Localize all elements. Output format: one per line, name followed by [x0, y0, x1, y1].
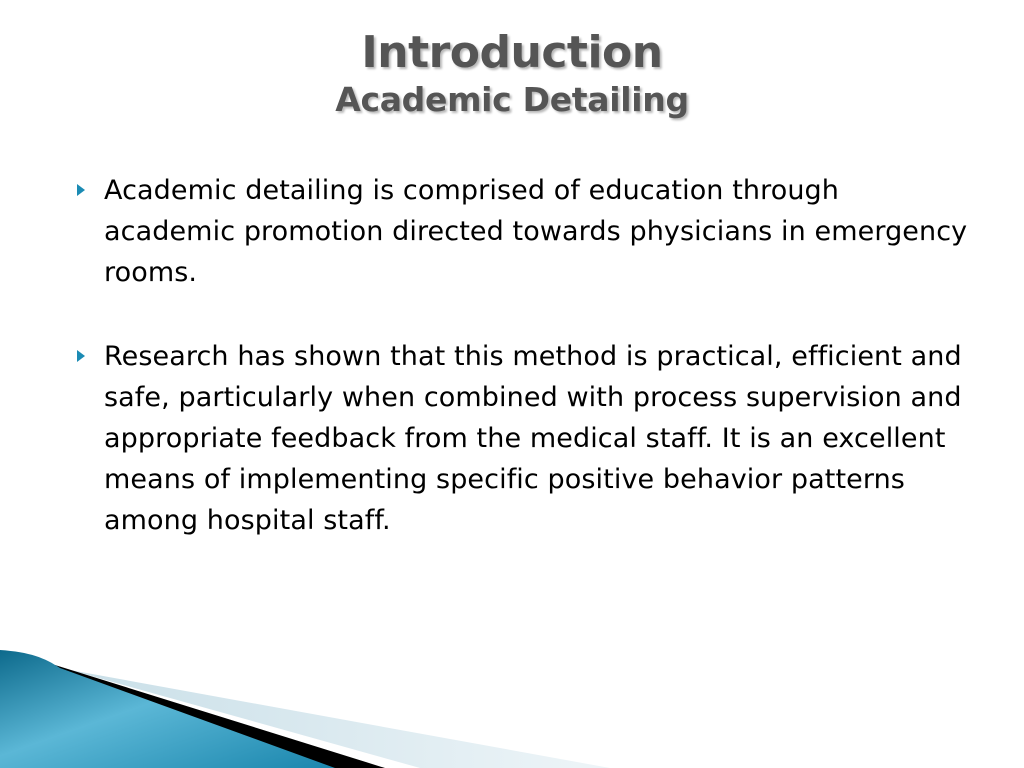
bullet-item: [74, 170, 974, 293]
decor-blue-wave: [0, 650, 335, 768]
triangle-right-icon: [77, 350, 85, 362]
bullet-text: Academic detailing is comprised of education through academic promotion directed towards physicians in emergency rooms.: [104, 175, 968, 288]
bullet-text: Research has shown that this method is practical, efficient and safe, particularly when combined with process supervision and appropriate feedback from the medical staff. It is an excellent means of implementing specific positive behavior patterns among hospital staff.: [104, 341, 962, 536]
decor-pale-band: [70, 670, 610, 768]
title-block: [0, 26, 1024, 120]
bullet-list: [74, 170, 974, 541]
page-subtitle: Academic Detailing: [335, 80, 689, 119]
bullet-item: [74, 336, 974, 541]
decor-black-strip: [30, 665, 385, 768]
page-title: Introduction: [361, 27, 663, 78]
triangle-right-icon: [77, 184, 85, 196]
